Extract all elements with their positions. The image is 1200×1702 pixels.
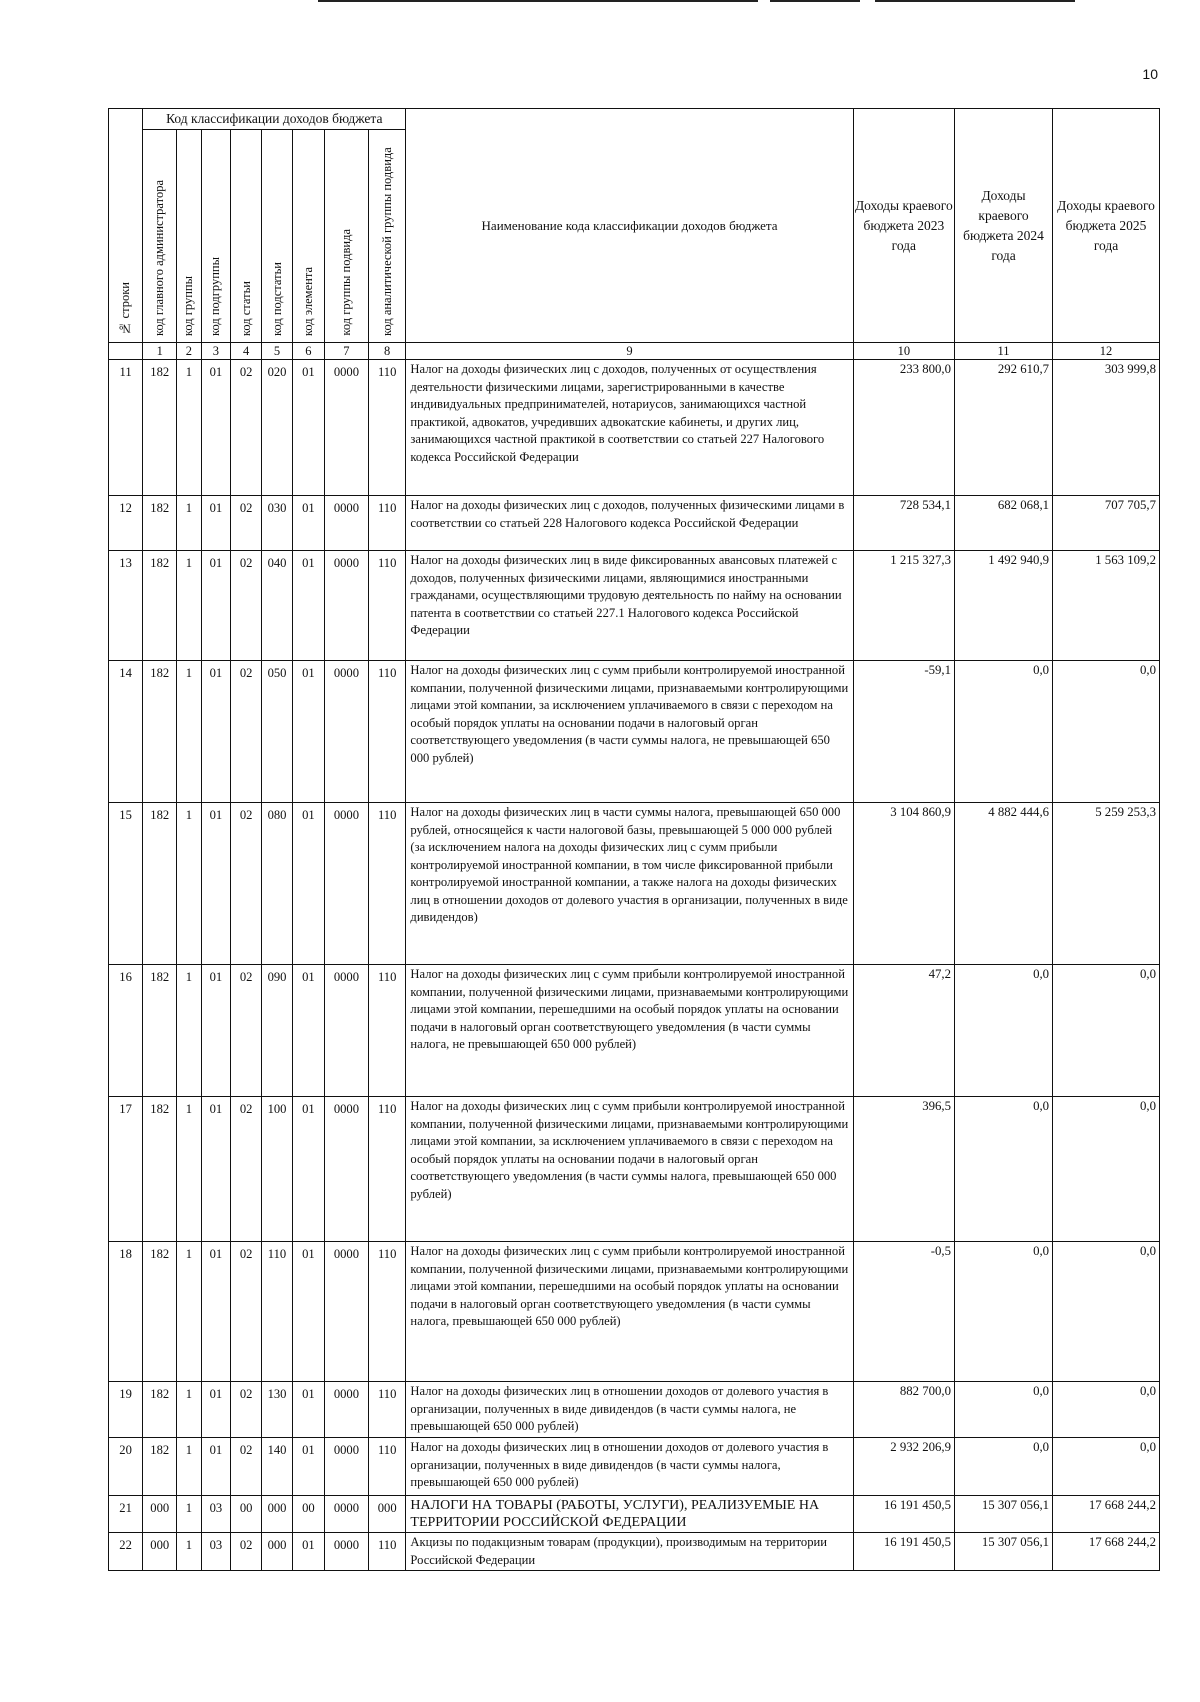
subarticle-code: 130: [262, 1382, 293, 1438]
subarticle-code: 080: [262, 803, 293, 965]
amount-2024: 0,0: [955, 1097, 1053, 1242]
article-code: 02: [231, 360, 262, 496]
amount-2024: 292 610,7: [955, 360, 1053, 496]
name-column-header: Наименование кода классификации доходов бюджета: [406, 109, 853, 343]
element-code: 01: [292, 1097, 324, 1242]
column-number: 7: [324, 343, 368, 360]
article-code: 02: [231, 661, 262, 803]
subgroup-code: 01: [201, 360, 231, 496]
amount-2024: 0,0: [955, 1382, 1053, 1438]
row-number: 11: [109, 360, 143, 496]
row-number: 17: [109, 1097, 143, 1242]
subtype-code: 0000: [324, 1496, 368, 1533]
subgroup-code: 01: [201, 965, 231, 1097]
revenue-name: НАЛОГИ НА ТОВАРЫ (РАБОТЫ, УСЛУГИ), РЕАЛИЗУЕМЫЕ НА ТЕРРИТОРИИ РОССИЙСКОЙ ФЕДЕРАЦИИ: [406, 1496, 853, 1533]
amount-2025: 707 705,7: [1053, 496, 1160, 551]
amount-2025-header: Доходы краевого бюджета 2025 года: [1053, 109, 1160, 343]
budget-revenue-table: [108, 108, 1160, 1571]
admin-code: 182: [143, 360, 177, 496]
revenue-name: Налог на доходы физических лиц в части суммы налога, превышающей 650 000 рублей, относящейся к части налоговой базы, превышающей 5 000 000 рублей (за исключением налога на доходы физических лиц с сумм прибыли контролируемой иностранной компании, в том числе фиксированной прибыли контролируемой иностранной компании, а также налога на доходы физических лиц в отношении доходов от долевого участия в организации, полученных в виде дивидендов): [406, 803, 853, 965]
subtype-code: 0000: [324, 1533, 368, 1571]
revenue-name: Налог на доходы физических лиц в отношении доходов от долевого участия в организации, полученных в виде дивидендов (в части суммы налога, не превышающей 650 000 рублей): [406, 1382, 853, 1438]
amount-2025: 0,0: [1053, 1382, 1160, 1438]
group-code: 1: [177, 360, 201, 496]
group-code: 1: [177, 1533, 201, 1571]
group-code: 1: [177, 1382, 201, 1438]
group-code: 1: [177, 1242, 201, 1382]
subgroup-code: 01: [201, 661, 231, 803]
article-code: 02: [231, 496, 262, 551]
article-code: 02: [231, 1438, 262, 1496]
analytic-code: 110: [368, 1438, 405, 1496]
amount-2023: 1 215 327,3: [853, 551, 954, 661]
row-number-header: [109, 109, 143, 343]
amount-2025: 0,0: [1053, 1438, 1160, 1496]
table-row: [109, 661, 1160, 803]
article-code: 02: [231, 1242, 262, 1382]
subtype-code: 0000: [324, 803, 368, 965]
scan-top-rule: [318, 0, 758, 2]
group-code: 1: [177, 803, 201, 965]
amount-2023: 3 104 860,9: [853, 803, 954, 965]
row-number: 22: [109, 1533, 143, 1571]
amount-2023: 16 191 450,5: [853, 1496, 954, 1533]
article-code-header: [231, 130, 262, 343]
column-number: 12: [1053, 343, 1160, 360]
table-row: [109, 1438, 1160, 1496]
group-code: 1: [177, 496, 201, 551]
amount-2024: 0,0: [955, 661, 1053, 803]
subtype-group-code-header-label: код группы подвида: [338, 229, 353, 336]
analytic-group-code-header: [368, 130, 405, 343]
subarticle-code: 050: [262, 661, 293, 803]
amount-2025: 303 999,8: [1053, 360, 1160, 496]
column-number: 11: [955, 343, 1053, 360]
column-number: 8: [368, 343, 405, 360]
subtype-code: 0000: [324, 661, 368, 803]
analytic-code: 110: [368, 965, 405, 1097]
amount-2024: 15 307 056,1: [955, 1496, 1053, 1533]
table-row: [109, 496, 1160, 551]
admin-code-header: [143, 130, 177, 343]
revenue-name: Акцизы по подакцизным товарам (продукции), производимым на территории Российской Федерации: [406, 1533, 853, 1571]
amount-2023: 2 932 206,9: [853, 1438, 954, 1496]
article-code: 02: [231, 551, 262, 661]
table-row: [109, 1242, 1160, 1382]
admin-code: 000: [143, 1496, 177, 1533]
amount-2025: 0,0: [1053, 1097, 1160, 1242]
article-code-header-label: код статьи: [238, 280, 253, 336]
group-code: 1: [177, 1496, 201, 1533]
element-code: 01: [292, 551, 324, 661]
revenue-name: Налог на доходы физических лиц с сумм прибыли контролируемой иностранной компании, полученной физическими лицами, признаваемыми контролирующими лицами этой компании, перешедшими на особый порядок уплаты на основании подачи в налоговый орган соответствующего уведомления (в части суммы налога, не превышающей 650 000 рублей): [406, 965, 853, 1097]
subgroup-code: 03: [201, 1496, 231, 1533]
analytic-code: 110: [368, 1242, 405, 1382]
subgroup-code-header: [201, 130, 231, 343]
amount-2024: 15 307 056,1: [955, 1533, 1053, 1571]
group-code: 1: [177, 1097, 201, 1242]
row-number: 13: [109, 551, 143, 661]
page-number: 10: [1142, 66, 1158, 82]
table-row: [109, 1097, 1160, 1242]
amount-2023: -0,5: [853, 1242, 954, 1382]
admin-code: 182: [143, 803, 177, 965]
analytic-code: 000: [368, 1496, 405, 1533]
subgroup-code: 03: [201, 1533, 231, 1571]
article-code: 02: [231, 1382, 262, 1438]
table-row: [109, 1382, 1160, 1438]
element-code: 01: [292, 965, 324, 1097]
subarticle-code: 020: [262, 360, 293, 496]
column-number: 2: [177, 343, 201, 360]
analytic-code: 110: [368, 1382, 405, 1438]
amount-2025: 17 668 244,2: [1053, 1533, 1160, 1571]
analytic-code: 110: [368, 1533, 405, 1571]
row-number: 20: [109, 1438, 143, 1496]
subarticle-code: 140: [262, 1438, 293, 1496]
subarticle-code-header: [262, 130, 293, 343]
column-number: 1: [143, 343, 177, 360]
admin-code: 182: [143, 1382, 177, 1438]
amount-2023: 728 534,1: [853, 496, 954, 551]
column-number: 3: [201, 343, 231, 360]
group-code: 1: [177, 661, 201, 803]
row-number: 16: [109, 965, 143, 1097]
amount-2024: 4 882 444,6: [955, 803, 1053, 965]
table-row: [109, 360, 1160, 496]
column-number: 6: [292, 343, 324, 360]
admin-code: 182: [143, 1438, 177, 1496]
analytic-group-code-header-label: код аналитической группы подвида: [379, 147, 394, 336]
group-code: 1: [177, 1438, 201, 1496]
row-number: 18: [109, 1242, 143, 1382]
subgroup-code: 01: [201, 1097, 231, 1242]
element-code-header: [292, 130, 324, 343]
column-number: [109, 343, 143, 360]
amount-2023: 16 191 450,5: [853, 1533, 954, 1571]
element-code: 01: [292, 1242, 324, 1382]
article-code: 00: [231, 1496, 262, 1533]
amount-2025: 0,0: [1053, 1242, 1160, 1382]
admin-code: 182: [143, 496, 177, 551]
amount-2025: 5 259 253,3: [1053, 803, 1160, 965]
subarticle-code: 090: [262, 965, 293, 1097]
table-row: [109, 803, 1160, 965]
column-number: 9: [406, 343, 853, 360]
amount-2023: 233 800,0: [853, 360, 954, 496]
subgroup-code: 01: [201, 496, 231, 551]
table-row: [109, 551, 1160, 661]
subtype-code: 0000: [324, 1242, 368, 1382]
amount-2024: 0,0: [955, 965, 1053, 1097]
table-row: [109, 1533, 1160, 1571]
subtype-code: 0000: [324, 1097, 368, 1242]
article-code: 02: [231, 1097, 262, 1242]
analytic-code: 110: [368, 496, 405, 551]
column-number: 10: [853, 343, 954, 360]
amount-2024: 0,0: [955, 1242, 1053, 1382]
amount-2024-header: Доходы краевого бюджета 2024 года: [955, 109, 1053, 343]
classification-code-header: Код классификации доходов бюджета: [143, 109, 406, 130]
amount-2025: 0,0: [1053, 661, 1160, 803]
row-number: 21: [109, 1496, 143, 1533]
revenue-name: Налог на доходы физических лиц с доходов, полученных от осуществления деятельности физическими лицами, зарегистрированными в качестве индивидуальных предпринимателей, нотариусов, занимающихся частной практикой, адвокатов, учредивших адвокатские кабинеты, и других лиц, занимающихся частной практикой в соответствии со статьей 227 Налогового кодекса Российской Федерации: [406, 360, 853, 496]
group-code: 1: [177, 551, 201, 661]
admin-code-header-label: код главного администратора: [152, 180, 167, 336]
revenue-name: Налог на доходы физических лиц с сумм прибыли контролируемой иностранной компании, полученной физическими лицами, признаваемыми контролирующими лицами этой компании, перешедшими на особый порядок уплаты на основании подачи в налоговый орган соответствующего уведомления (в части суммы налога, превышающей 650 000 рублей): [406, 1242, 853, 1382]
analytic-code: 110: [368, 803, 405, 965]
element-code-header-label: код элемента: [300, 266, 315, 336]
subgroup-code: 01: [201, 1382, 231, 1438]
row-number: 12: [109, 496, 143, 551]
amount-2024: 1 492 940,9: [955, 551, 1053, 661]
row-number: 19: [109, 1382, 143, 1438]
subgroup-code-header-label: код подгруппы: [208, 257, 223, 336]
analytic-code: 110: [368, 551, 405, 661]
row-number-header-label: № строки: [118, 282, 133, 336]
admin-code: 000: [143, 1533, 177, 1571]
admin-code: 182: [143, 1097, 177, 1242]
subarticle-code: 040: [262, 551, 293, 661]
revenue-name: Налог на доходы физических лиц с сумм прибыли контролируемой иностранной компании, полученной физическими лицами, признаваемыми контролирующими лицами этой компании, за исключением уплачиваемого в связи с переходом на особый порядок уплаты на основании подачи в налоговый орган соответствующего уведомления (в части суммы налога, не превышающей 650 000 рублей): [406, 661, 853, 803]
element-code: 00: [292, 1496, 324, 1533]
element-code: 01: [292, 1382, 324, 1438]
column-number: 5: [262, 343, 293, 360]
amount-2025: 0,0: [1053, 965, 1160, 1097]
column-number-row: [109, 343, 1160, 360]
article-code: 02: [231, 1533, 262, 1571]
element-code: 01: [292, 360, 324, 496]
scan-top-rule: [770, 0, 860, 2]
subtype-code: 0000: [324, 360, 368, 496]
admin-code: 182: [143, 965, 177, 1097]
element-code: 01: [292, 1438, 324, 1496]
subgroup-code: 01: [201, 551, 231, 661]
element-code: 01: [292, 496, 324, 551]
element-code: 01: [292, 803, 324, 965]
element-code: 01: [292, 1533, 324, 1571]
article-code: 02: [231, 803, 262, 965]
admin-code: 182: [143, 1242, 177, 1382]
subarticle-code: 100: [262, 1097, 293, 1242]
amount-2023: 396,5: [853, 1097, 954, 1242]
row-number: 15: [109, 803, 143, 965]
subarticle-code: 000: [262, 1496, 293, 1533]
group-code-header: [177, 130, 201, 343]
amount-2023: 882 700,0: [853, 1382, 954, 1438]
amount-2024: 0,0: [955, 1438, 1053, 1496]
analytic-code: 110: [368, 1097, 405, 1242]
revenue-name: Налог на доходы физических лиц с доходов, полученных физическими лицами в соответствии со статьей 228 Налогового кодекса Российской Федерации: [406, 496, 853, 551]
element-code: 01: [292, 661, 324, 803]
analytic-code: 110: [368, 661, 405, 803]
subarticle-code: 030: [262, 496, 293, 551]
revenue-name: Налог на доходы физических лиц в виде фиксированных авансовых платежей с доходов, полученных физическими лицами, являющимися иностранными гражданами, осуществляющими трудовую деятельность по найму на основании патента в соответствии со статьей 227.1 Налогового кодекса Российской Федерации: [406, 551, 853, 661]
amount-2023: 47,2: [853, 965, 954, 1097]
table-row: [109, 1496, 1160, 1533]
amount-2023: -59,1: [853, 661, 954, 803]
revenue-name: Налог на доходы физических лиц с сумм прибыли контролируемой иностранной компании, полученной физическими лицами, признаваемыми контролирующими лицами этой компании, за исключением уплачиваемого в связи с переходом на особый порядок уплаты на основании подачи в налоговый орган соответствующего уведомления (в части суммы налога, превышающей 650 000 рублей): [406, 1097, 853, 1242]
group-code-header-label: код группы: [181, 275, 196, 336]
row-number: 14: [109, 661, 143, 803]
subarticle-code: 110: [262, 1242, 293, 1382]
subtype-code: 0000: [324, 965, 368, 1097]
subtype-code: 0000: [324, 1438, 368, 1496]
revenue-name: Налог на доходы физических лиц в отношении доходов от долевого участия в организации, полученных в виде дивидендов (в части суммы налога, превышающей 650 000 рублей): [406, 1438, 853, 1496]
subarticle-code-header-label: код подстатьи: [269, 262, 284, 336]
subtype-group-code-header: [324, 130, 368, 343]
amount-2025: 17 668 244,2: [1053, 1496, 1160, 1533]
column-number: 4: [231, 343, 262, 360]
subtype-code: 0000: [324, 1382, 368, 1438]
analytic-code: 110: [368, 360, 405, 496]
scan-top-rule: [875, 0, 1075, 2]
subtype-code: 0000: [324, 551, 368, 661]
subarticle-code: 000: [262, 1533, 293, 1571]
admin-code: 182: [143, 661, 177, 803]
table-row: [109, 965, 1160, 1097]
subgroup-code: 01: [201, 1438, 231, 1496]
article-code: 02: [231, 965, 262, 1097]
amount-2023-header: Доходы краевого бюджета 2023 года: [853, 109, 954, 343]
amount-2025: 1 563 109,2: [1053, 551, 1160, 661]
group-code: 1: [177, 965, 201, 1097]
subgroup-code: 01: [201, 1242, 231, 1382]
subgroup-code: 01: [201, 803, 231, 965]
amount-2024: 682 068,1: [955, 496, 1053, 551]
admin-code: 182: [143, 551, 177, 661]
subtype-code: 0000: [324, 496, 368, 551]
